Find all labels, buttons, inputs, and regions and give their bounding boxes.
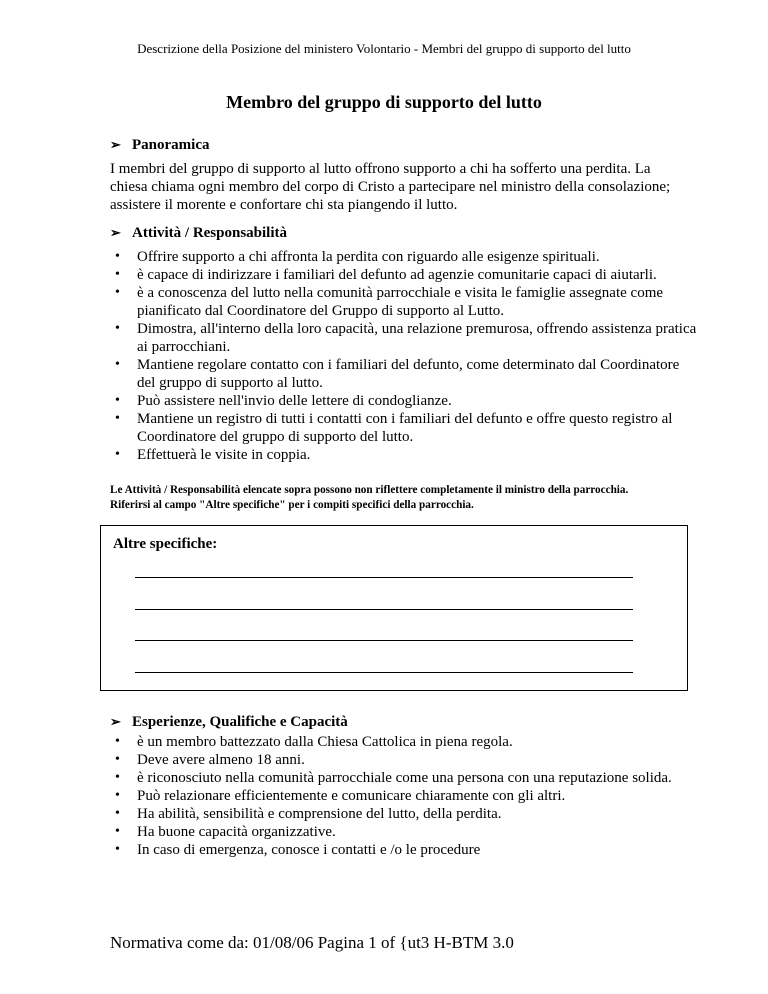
overview-paragraph: I membri del gruppo di supporto al lutto offrono supporto a chi ha sofferto una perdita. La chiesa chiama ogni membro del corpo di Cristo a partecipare nel ministro della consolazione; assistere il morente e confortare chi sta piangendo il lutto. (110, 161, 671, 213)
list-item: • è un membro battezzato dalla Chiesa Cattolica in piena regola. (115, 734, 513, 750)
page-title: Membro del gruppo di supporto del lutto (226, 92, 542, 112)
list-item: • Può relazionare efficientemente e comunicare chiaramente con gli altri. (115, 788, 566, 804)
bullet-dot-icon: • (115, 806, 120, 821)
bullet-dot-icon: • (115, 357, 120, 372)
list-item: • Ha buone capacità organizzative. (115, 824, 336, 840)
list-item: • Mantiene regolare contatto con i familiari del defunto, come determinato dal Coordinatore del gruppo di supporto al lutto. (115, 357, 680, 391)
activities-list (110, 248, 700, 464)
arrow-bullet-icon: ➢ (110, 137, 121, 152)
list-item: • è a conoscenza del lutto nella comunità parrocchiale e visita le famiglie assegnate come pianificato dal Coordinatore del Gruppo di supporto al Lutto. (115, 285, 664, 319)
list-item: • Offrire supporto a chi affronta la perdita con riguardo alle esigenze spirituali. (115, 249, 600, 265)
bullet-dot-icon: • (115, 393, 120, 408)
experience-list (110, 733, 700, 859)
page-header: Descrizione della Posizione del ministero Volontario - Membri del gruppo di supporto del lutto (137, 41, 631, 56)
fill-in-line[interactable] (135, 609, 633, 610)
bullet-dot-icon: • (115, 411, 120, 426)
bullet-dot-icon: • (115, 752, 120, 767)
bullet-dot-icon: • (115, 734, 120, 749)
fill-in-line[interactable] (135, 672, 633, 673)
bullet-dot-icon: • (115, 824, 120, 839)
activities-heading-text: Attività / Responsabilità (132, 225, 288, 241)
arrow-bullet-icon: ➢ (110, 714, 121, 729)
bullet-dot-icon: • (115, 788, 120, 803)
list-item: • Ha abilità, sensibilità e comprensione del lutto, della perdita. (115, 806, 502, 822)
list-item: • Mantiene un registro di tutti i contatti con i familiari del defunto e offre questo registro al Coordinatore del gruppo di supporto del lutto. (115, 411, 673, 445)
bullet-dot-icon: • (115, 447, 120, 462)
list-item: • Deve avere almeno 18 anni. (115, 752, 305, 768)
other-specs-label: Altre specifiche: (113, 536, 218, 552)
activities-note: Le Attività / Responsabilità elencate sopra possono non riflettere completamente il ministro della parrocchia. Riferirsi al campo "Altre specifiche" per i compiti specifici della parrocchia. (110, 484, 629, 511)
section-experience-heading (110, 713, 348, 731)
section-activities-heading (110, 224, 287, 242)
bullet-dot-icon: • (115, 249, 120, 264)
experience-heading-text: Esperienze, Qualifiche e Capacità (132, 714, 348, 730)
list-item: • è capace di indirizzare i familiari del defunto ad agenzie comunitarie capaci di aiutarli. (115, 267, 657, 283)
fill-in-line[interactable] (135, 577, 633, 578)
bullet-dot-icon: • (115, 285, 120, 300)
bullet-dot-icon: • (115, 267, 120, 282)
list-item: • Dimostra, all'interno della loro capacità, una relazione premurosa, offrendo assistenza pratica ai parrocchiani. (115, 321, 697, 355)
other-specs-box (100, 525, 688, 691)
section-overview-heading (110, 136, 209, 154)
list-item: • In caso di emergenza, conosce i contatti e /o le procedure (115, 842, 481, 858)
overview-heading-text: Panoramica (132, 137, 210, 153)
list-item: • è riconosciuto nella comunità parrocchiale come una persona con una reputazione solida. (115, 770, 672, 786)
arrow-bullet-icon: ➢ (110, 225, 121, 240)
page-footer: Normativa come da: 01/08/06 Pagina 1 of {ut3 H-BTM 3.0 (110, 933, 514, 952)
bullet-dot-icon: • (115, 842, 120, 857)
list-item: • Può assistere nell'invio delle lettere di condoglianze. (115, 393, 452, 409)
bullet-dot-icon: • (115, 770, 120, 785)
bullet-dot-icon: • (115, 321, 120, 336)
list-item: • Effettuerà le visite in coppia. (115, 447, 311, 463)
fill-in-line[interactable] (135, 640, 633, 641)
